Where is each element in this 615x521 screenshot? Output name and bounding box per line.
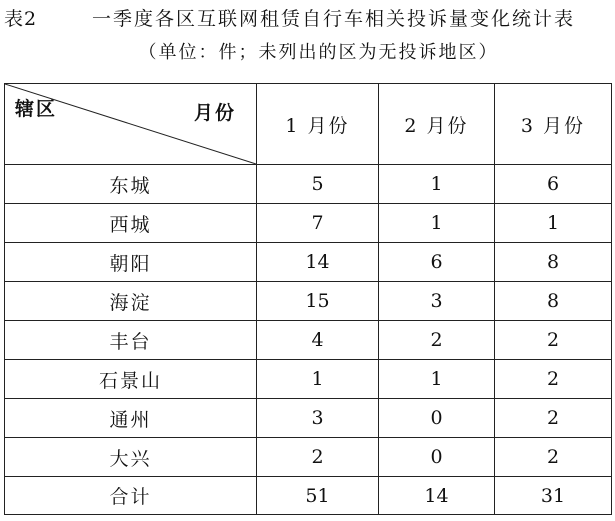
value-cell: 1: [379, 360, 495, 399]
unit-note: （单位：件；未列出的区为无投诉地区）: [138, 42, 499, 63]
value-cell: 3: [257, 399, 379, 438]
value-cell: 2: [495, 360, 612, 399]
value-cell: 2: [495, 399, 612, 438]
total-value-cell: 51: [257, 477, 379, 515]
column-header-jan: 1 月份: [257, 84, 379, 165]
table-row: [5, 243, 612, 282]
value-cell: 1: [257, 360, 379, 399]
value-cell: 7: [257, 204, 379, 243]
table-row: [5, 165, 612, 204]
value-cell: 0: [379, 438, 495, 477]
total-row: [5, 477, 612, 515]
corner-header-cell: [5, 84, 257, 165]
table-row: [5, 438, 612, 477]
total-label-cell: 合计: [5, 477, 257, 515]
district-cell: 石景山: [5, 360, 257, 399]
title-line: [0, 4, 615, 34]
value-cell: 14: [257, 243, 379, 282]
district-cell: 大兴: [5, 438, 257, 477]
corner-month-label: 月份: [193, 102, 236, 124]
value-cell: 6: [495, 165, 612, 204]
table-label: 表2: [4, 8, 38, 30]
value-cell: 1: [495, 204, 612, 243]
value-cell: 2: [379, 321, 495, 360]
corner-district-label: 辖区: [15, 98, 58, 120]
table-row: [5, 282, 612, 321]
value-cell: 2: [257, 438, 379, 477]
value-cell: 1: [379, 165, 495, 204]
value-cell: 4: [257, 321, 379, 360]
value-cell: 8: [495, 282, 612, 321]
district-cell: 西城: [5, 204, 257, 243]
value-cell: 1: [379, 204, 495, 243]
district-cell: 海淀: [5, 282, 257, 321]
value-cell: 8: [495, 243, 612, 282]
column-header-mar: 3 月份: [495, 84, 612, 165]
value-cell: 3: [379, 282, 495, 321]
district-cell: 东城: [5, 165, 257, 204]
district-cell: 通州: [5, 399, 257, 438]
value-cell: 2: [495, 438, 612, 477]
value-cell: 15: [257, 282, 379, 321]
table-row: [5, 399, 612, 438]
table-title: 一季度各区互联网租赁自行车相关投诉量变化统计表: [92, 8, 576, 30]
district-cell: 朝阳: [5, 243, 257, 282]
total-value-cell: 14: [379, 477, 495, 515]
total-value-cell: 31: [495, 477, 612, 515]
value-cell: 6: [379, 243, 495, 282]
table-header-row: [5, 84, 612, 165]
table-row: [5, 360, 612, 399]
value-cell: 5: [257, 165, 379, 204]
table-row: [5, 204, 612, 243]
complaint-table: [4, 83, 612, 515]
table-row: [5, 321, 612, 360]
value-cell: 0: [379, 399, 495, 438]
district-cell: 丰台: [5, 321, 257, 360]
value-cell: 2: [495, 321, 612, 360]
column-header-feb: 2 月份: [379, 84, 495, 165]
